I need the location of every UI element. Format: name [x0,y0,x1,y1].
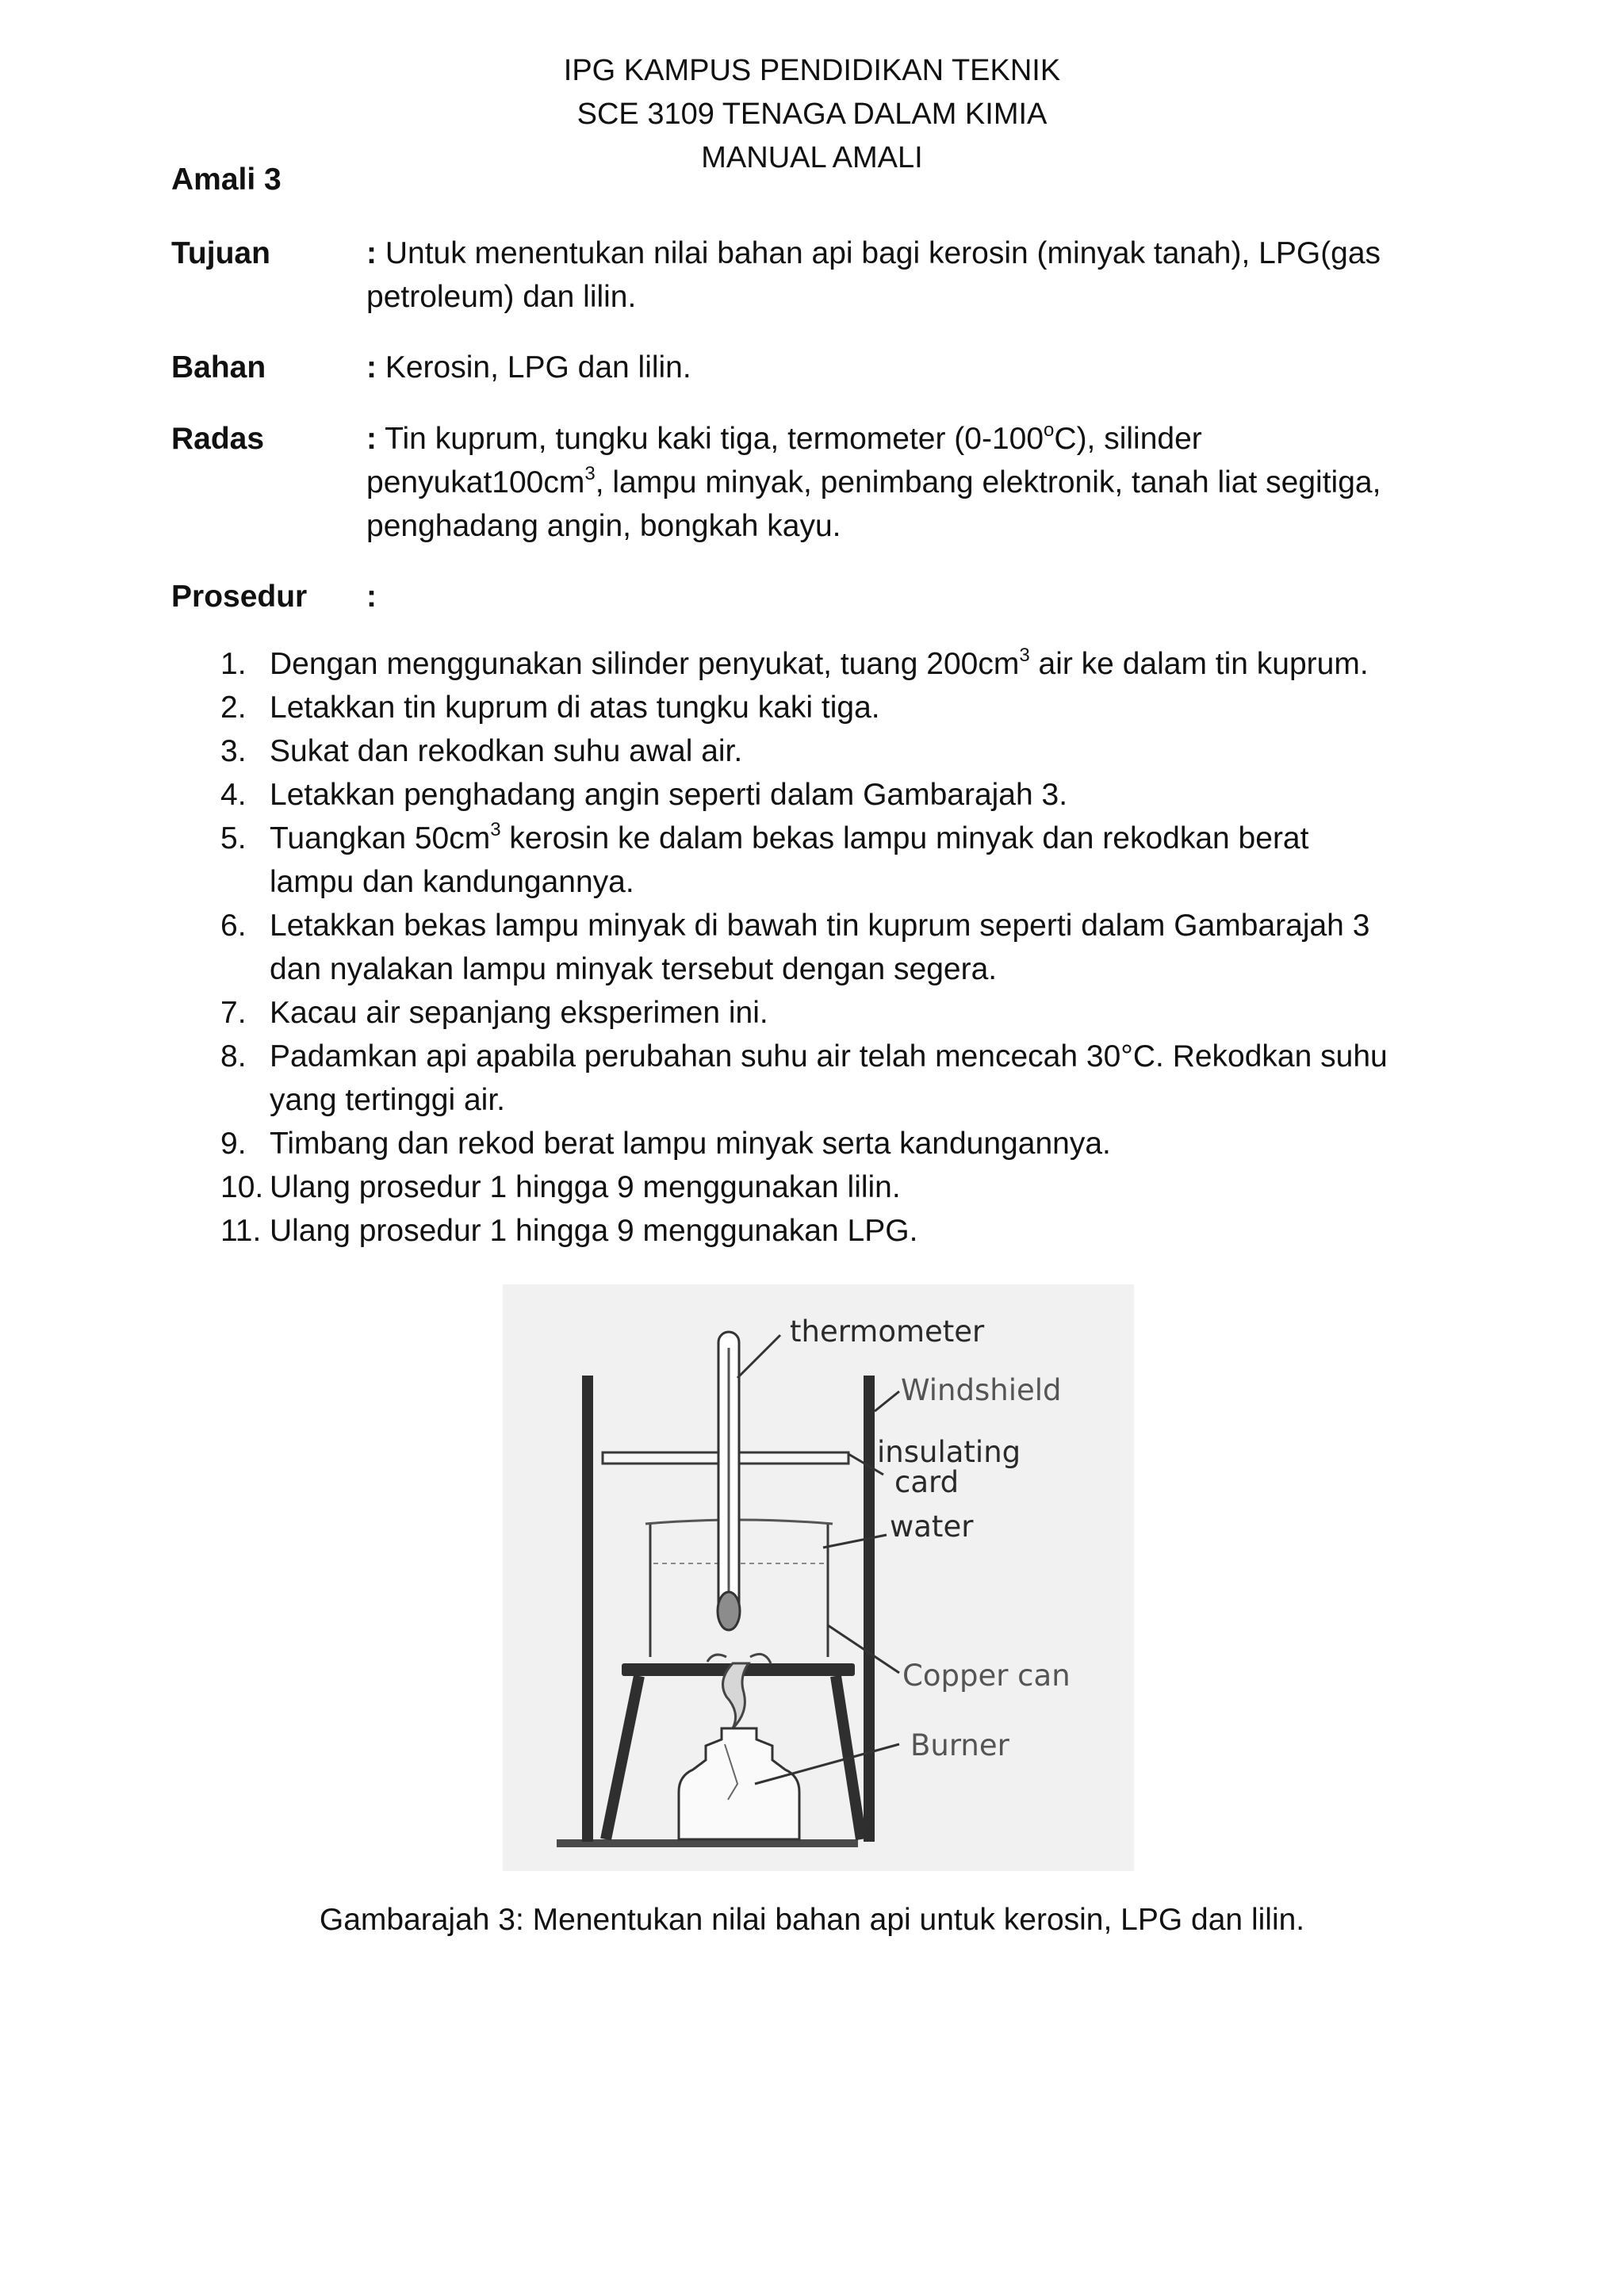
prosedur-value [366,575,1624,618]
radas-value [366,417,1624,548]
procedure-step-4 [220,773,1505,817]
label-water: water [890,1510,974,1544]
step-number: 2. [220,691,247,725]
step-text: Dengan menggunakan silinder penyukat, tuang 200cm [270,647,1020,681]
tujuan-line-1: Untuk menentukan nilai bahan api bagi kerosin (minyak tanah), LPG(gas [385,236,1381,270]
tripod-leg-left [606,1676,639,1839]
procedure-list [220,642,1505,1253]
step-number: 1. [220,647,247,681]
step-sup: 3 [1019,645,1030,666]
step-text-cont: kerosin ke dalam bekas lampu minyak dan rekodkan berat [500,821,1309,855]
bahan-label: Bahan [171,350,266,385]
step-text: Letakkan tin kuprum di atas tungku kaki tiga. [270,691,880,725]
apparatus-diagram [503,1284,1134,1871]
step-number: 8. [220,1039,247,1073]
bahan-text: Kerosin, LPG dan lilin. [385,350,691,385]
step-text: Letakkan bekas lampu minyak di bawah tin kuprum seperti dalam Gambarajah 3 [270,909,1370,943]
step-number: 3. [220,734,247,768]
procedure-step-2 [220,686,1505,729]
step-number: 4. [220,778,247,812]
step-text: Letakkan penghadang angin seperti dalam Gambarajah 3. [270,778,1068,812]
step-number: 5. [220,821,247,855]
tujuan-line-2: petroleum) dan lilin. [366,280,637,314]
radas-line-2b: , lampu minyak, penimbang elektronik, tanah liat segitiga, [595,465,1381,499]
label-thermometer: thermometer [790,1314,985,1349]
figure-caption: Gambarajah 3: Menentukan nilai bahan api untuk kerosin, LPG dan lilin. [319,1903,1305,1937]
prosedur-label: Prosedur [171,580,308,614]
procedure-step-8 [220,1035,1505,1122]
flame [723,1663,749,1728]
leader-water [823,1535,887,1548]
procedure-step-10 [220,1165,1505,1209]
radas-degree-sup: o [1044,419,1055,441]
procedure-step-1 [220,642,1505,686]
step-text-cont: air ke dalam tin kuprum. [1029,647,1369,681]
section-title: Amali 3 [171,163,282,197]
procedure-step-6 [220,904,1505,991]
header-manual: MANUAL AMALI [701,141,923,174]
bahan-value [366,346,1624,389]
burner-body [679,1728,799,1839]
radas-line-1a: Tin kuprum, tungku kaki tiga, termometer (0-100 [385,422,1044,456]
radas-cm3-sup: 3 [584,463,596,484]
prosedur-colon: : [366,580,377,614]
procedure-step-7 [220,991,1505,1035]
label-copper-can: Copper can [902,1659,1071,1693]
windshield-left-post [582,1376,593,1842]
step-text-line-2: yang tertinggi air. [270,1083,506,1117]
label-insulating: insulating [877,1435,1021,1469]
radas-line-3: penghadang angin, bongkah kayu. [366,509,841,543]
radas-colon: : [366,422,377,456]
radas-label: Radas [171,422,265,456]
tujuan-value [366,232,1624,319]
step-text: Padamkan api apabila perubahan suhu air telah mencecah 30°C. Rekodkan suhu [270,1039,1388,1073]
step-number: 6. [220,909,247,943]
step-text: Kacau air sepanjang eksperimen ini. [270,996,768,1030]
step-text: Sukat dan rekodkan suhu awal air. [270,734,743,768]
flame-tips [707,1654,771,1663]
step-text: Ulang prosedur 1 hingga 9 menggunakan lilin. [270,1170,901,1204]
apparatus-figure [503,1284,1134,1871]
step-number: 11. [220,1214,262,1248]
procedure-step-9 [220,1122,1505,1165]
step-text-line-2: dan nyalakan lampu minyak tersebut dengan segera. [270,952,998,986]
step-sup: 3 [490,819,501,840]
radas-line-2a: penyukat100cm [366,465,585,499]
tujuan-colon: : [366,236,377,270]
label-card: card [894,1465,959,1499]
tujuan-label: Tujuan [171,236,270,270]
step-text: Tuangkan 50cm [270,821,491,855]
radas-line-1b: C), silinder [1054,422,1202,456]
label-burner: Burner [910,1728,1009,1762]
step-number: 7. [220,996,247,1030]
step-text: Timbang dan rekod berat lampu minyak serta kandungannya. [270,1127,1111,1161]
procedure-step-11 [220,1209,1505,1253]
document-header [0,49,1624,180]
step-text: Ulang prosedur 1 hingga 9 menggunakan LPG. [270,1214,918,1248]
step-number: 9. [220,1127,247,1161]
label-windshield: Windshield [901,1373,1062,1407]
header-course: SCE 3109 TENAGA DALAM KIMIA [576,98,1048,131]
thermometer-bulb [718,1592,740,1630]
leader-windshield [875,1391,899,1411]
step-text-line-2: lampu dan kandungannya. [270,865,634,899]
windshield-right-post [864,1376,875,1842]
leader-thermometer [737,1335,780,1378]
bahan-colon: : [366,350,377,385]
procedure-step-3 [220,729,1505,773]
header-institution: IPG KAMPUS PENDIDIKAN TEKNIK [563,54,1061,87]
step-number: 10. [220,1170,264,1204]
procedure-step-5 [220,817,1505,904]
